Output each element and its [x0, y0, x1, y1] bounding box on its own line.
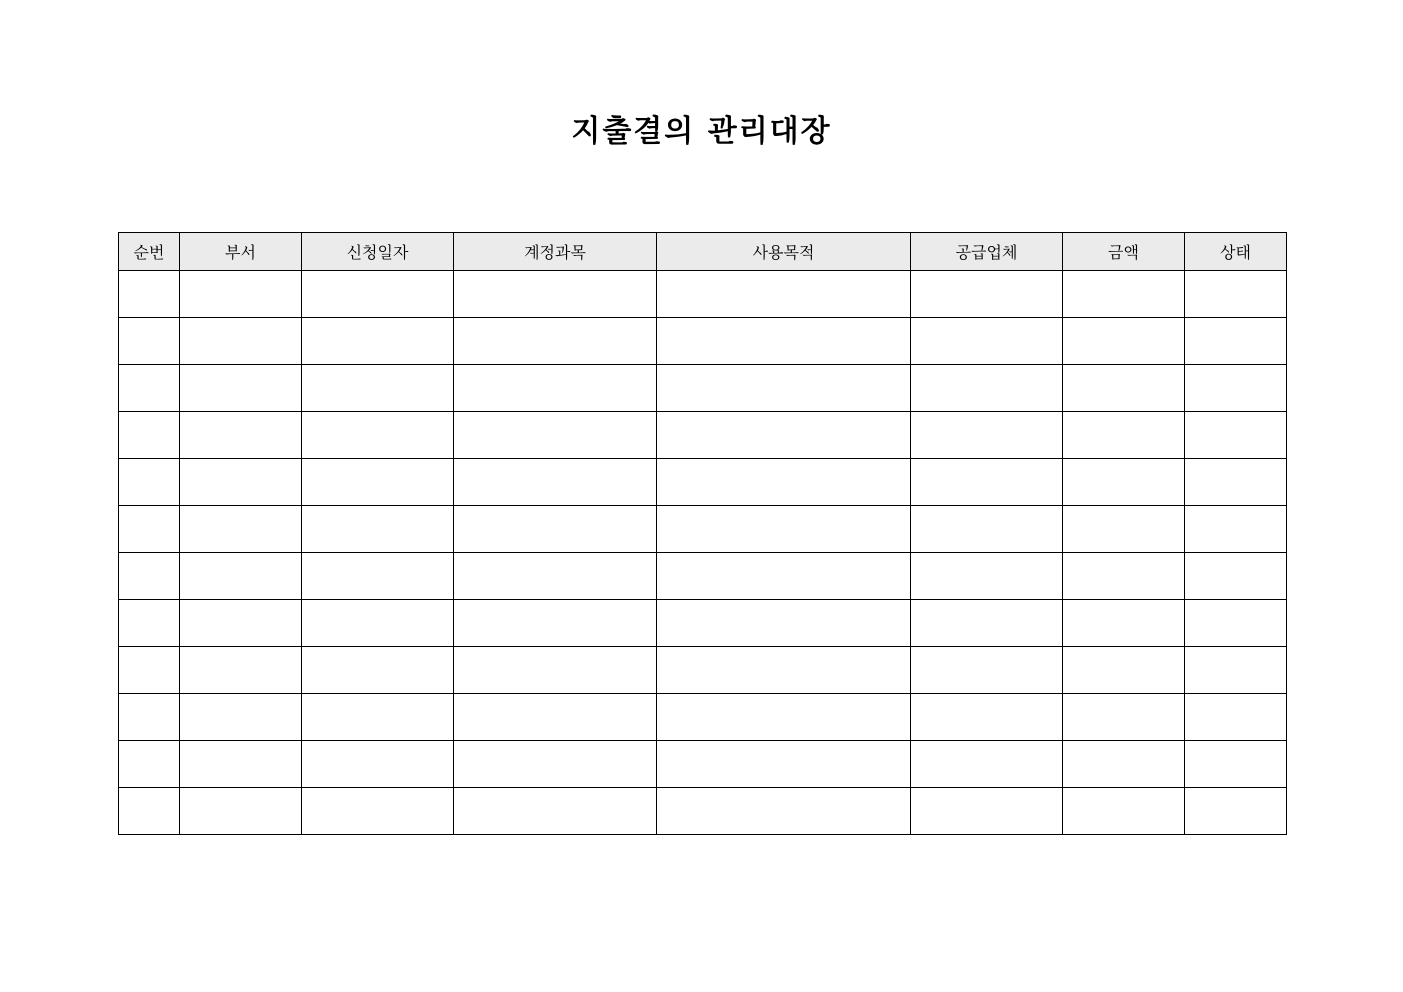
table-cell[interactable]: [119, 271, 180, 318]
table-cell[interactable]: [302, 318, 454, 365]
header-request-date: 신청일자: [302, 233, 454, 271]
table-cell[interactable]: [180, 506, 302, 553]
table-row: [119, 694, 1287, 741]
table-cell[interactable]: [454, 788, 657, 835]
table-cell[interactable]: [454, 600, 657, 647]
header-purpose: 사용목적: [657, 233, 911, 271]
table-cell[interactable]: [119, 459, 180, 506]
table-cell[interactable]: [1185, 694, 1287, 741]
table-cell[interactable]: [454, 365, 657, 412]
table-cell[interactable]: [911, 788, 1063, 835]
table-cell[interactable]: [180, 553, 302, 600]
table-cell[interactable]: [911, 412, 1063, 459]
table-row: [119, 365, 1287, 412]
header-amount: 금액: [1063, 233, 1185, 271]
table-header-row: [119, 233, 1287, 271]
table-cell[interactable]: [180, 741, 302, 788]
table-cell[interactable]: [1063, 365, 1185, 412]
table-cell[interactable]: [657, 600, 911, 647]
table-cell[interactable]: [180, 459, 302, 506]
table-cell[interactable]: [454, 553, 657, 600]
table-cell[interactable]: [454, 318, 657, 365]
table-cell[interactable]: [454, 506, 657, 553]
table-cell[interactable]: [180, 647, 302, 694]
table-cell[interactable]: [657, 788, 911, 835]
table-cell[interactable]: [1185, 647, 1287, 694]
table-row: [119, 271, 1287, 318]
table-cell[interactable]: [1063, 788, 1185, 835]
table-cell[interactable]: [911, 553, 1063, 600]
table-cell[interactable]: [657, 553, 911, 600]
table-row: [119, 459, 1287, 506]
table-cell[interactable]: [1185, 459, 1287, 506]
table-cell[interactable]: [1063, 459, 1185, 506]
table-cell[interactable]: [302, 600, 454, 647]
table-cell[interactable]: [119, 318, 180, 365]
table-cell[interactable]: [180, 365, 302, 412]
table-row: [119, 788, 1287, 835]
table-cell[interactable]: [911, 506, 1063, 553]
table-row: [119, 553, 1287, 600]
table-cell[interactable]: [1185, 412, 1287, 459]
table-cell[interactable]: [1185, 788, 1287, 835]
table-cell[interactable]: [302, 694, 454, 741]
table-cell[interactable]: [302, 647, 454, 694]
table-cell[interactable]: [657, 741, 911, 788]
table-cell[interactable]: [1185, 271, 1287, 318]
table-cell[interactable]: [119, 600, 180, 647]
table-cell[interactable]: [1063, 318, 1185, 365]
table-cell[interactable]: [119, 506, 180, 553]
header-account: 계정과목: [454, 233, 657, 271]
table-row: [119, 741, 1287, 788]
table-cell[interactable]: [180, 600, 302, 647]
table-body: [119, 271, 1287, 835]
table-row: [119, 600, 1287, 647]
table-cell[interactable]: [1063, 741, 1185, 788]
table-cell[interactable]: [911, 647, 1063, 694]
header-supplier: 공급업체: [911, 233, 1063, 271]
table-cell[interactable]: [1063, 506, 1185, 553]
table-row: [119, 506, 1287, 553]
table-cell[interactable]: [657, 271, 911, 318]
table-cell[interactable]: [302, 788, 454, 835]
table-cell[interactable]: [454, 694, 657, 741]
table-cell[interactable]: [180, 271, 302, 318]
table-cell[interactable]: [119, 412, 180, 459]
table-cell[interactable]: [1185, 506, 1287, 553]
table-cell[interactable]: [302, 553, 454, 600]
table-cell[interactable]: [657, 365, 911, 412]
table-cell[interactable]: [454, 459, 657, 506]
table-cell[interactable]: [180, 412, 302, 459]
table-cell[interactable]: [119, 553, 180, 600]
table-cell[interactable]: [1185, 741, 1287, 788]
table-cell[interactable]: [302, 365, 454, 412]
table-cell[interactable]: [119, 788, 180, 835]
table-cell[interactable]: [302, 271, 454, 318]
table-cell[interactable]: [1063, 412, 1185, 459]
header-status: 상태: [1185, 233, 1287, 271]
table-row: [119, 318, 1287, 365]
table-cell[interactable]: [911, 365, 1063, 412]
table-cell[interactable]: [302, 506, 454, 553]
table-cell[interactable]: [454, 271, 657, 318]
table-cell[interactable]: [302, 459, 454, 506]
table-cell[interactable]: [1185, 365, 1287, 412]
table-cell[interactable]: [1185, 553, 1287, 600]
table-cell[interactable]: [1063, 694, 1185, 741]
table-row: [119, 647, 1287, 694]
page-title: 지출결의 관리대장: [571, 114, 832, 149]
table-cell[interactable]: [180, 694, 302, 741]
table-cell[interactable]: [657, 318, 911, 365]
header-department: 부서: [180, 233, 302, 271]
table-cell[interactable]: [302, 741, 454, 788]
table-cell[interactable]: [454, 741, 657, 788]
table-cell[interactable]: [911, 271, 1063, 318]
table-row: [119, 412, 1287, 459]
table-cell[interactable]: [657, 647, 911, 694]
table-cell[interactable]: [1185, 600, 1287, 647]
table-cell[interactable]: [1063, 647, 1185, 694]
table-cell[interactable]: [657, 459, 911, 506]
table-cell[interactable]: [1185, 318, 1287, 365]
table-cell[interactable]: [657, 506, 911, 553]
table-cell[interactable]: [302, 412, 454, 459]
table-cell[interactable]: [180, 788, 302, 835]
table-cell[interactable]: [454, 647, 657, 694]
table-cell[interactable]: [180, 318, 302, 365]
table-cell[interactable]: [454, 412, 657, 459]
table-cell[interactable]: [119, 741, 180, 788]
table-cell[interactable]: [1063, 271, 1185, 318]
table-cell[interactable]: [911, 694, 1063, 741]
table-cell[interactable]: [657, 412, 911, 459]
table-cell[interactable]: [911, 459, 1063, 506]
table-cell[interactable]: [119, 647, 180, 694]
table-cell[interactable]: [1063, 600, 1185, 647]
table-cell[interactable]: [911, 600, 1063, 647]
expense-ledger-table: [118, 232, 1287, 835]
table-cell[interactable]: [119, 694, 180, 741]
table-cell[interactable]: [119, 365, 180, 412]
header-sequence: 순번: [119, 233, 180, 271]
table-cell[interactable]: [911, 318, 1063, 365]
table-cell[interactable]: [911, 741, 1063, 788]
table-cell[interactable]: [657, 694, 911, 741]
table-cell[interactable]: [1063, 553, 1185, 600]
